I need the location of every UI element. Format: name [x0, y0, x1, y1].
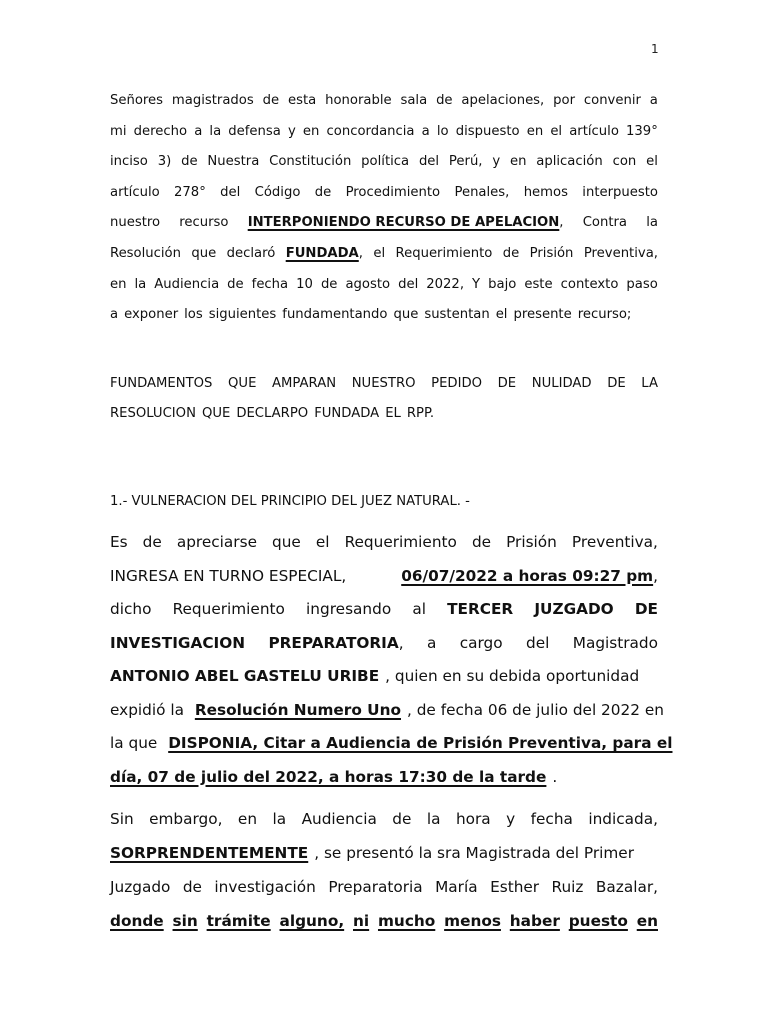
word-group: la que — [110, 734, 158, 752]
word-group: expidió la — [110, 700, 184, 719]
word: DECLARPO — [236, 406, 309, 421]
word: dispuesto — [455, 123, 520, 139]
punctuation: . — [552, 767, 558, 786]
punctuation: , — [559, 215, 564, 231]
word-group: INGRESA EN TURNO ESPECIAL, — [110, 566, 347, 585]
fundamentos-heading — [110, 369, 658, 429]
emphasis-disponia: DISPONIA, Citar a Audiencia de Prisión Preventiva, para el — [168, 734, 673, 752]
emphasis-word: donde — [110, 912, 164, 930]
word-group: , se presentó la sra Magistrada del Primer — [314, 844, 634, 862]
word: QUE — [228, 376, 257, 391]
emphasis-word: mucho — [377, 912, 436, 930]
word: y — [506, 810, 516, 828]
word: a — [649, 93, 658, 108]
word: en — [110, 276, 127, 292]
word: apreciarse — [176, 533, 257, 551]
word: con — [612, 154, 637, 170]
word: el — [495, 307, 508, 323]
word: el — [646, 154, 658, 170]
word: Requerimiento — [172, 600, 285, 618]
word: de — [262, 93, 280, 108]
word: mi — [110, 123, 127, 139]
word: Ruiz — [551, 878, 584, 896]
word: hemos — [523, 184, 568, 200]
word: la — [646, 215, 658, 231]
section-heading-text: 1.- VULNERACION DEL PRINCIPIO DEL JUEZ NATURAL. - — [110, 494, 470, 509]
word: del — [398, 276, 419, 292]
word: presente — [513, 307, 572, 323]
word: esta — [287, 93, 317, 108]
word: de — [436, 93, 453, 108]
word: del — [220, 184, 241, 200]
word: Preventiva, — [583, 245, 658, 261]
punctuation: , — [358, 245, 363, 261]
word: Preparatoria — [328, 878, 423, 896]
word: Audiencia — [301, 810, 377, 828]
word: EL — [385, 406, 401, 421]
fundamentos-line-1 — [110, 369, 658, 399]
word: sala — [400, 93, 428, 108]
word: por — [553, 93, 575, 108]
word: PEDIDO — [431, 376, 482, 391]
word: FUNDAMENTOS — [110, 376, 213, 391]
word: en — [302, 123, 320, 139]
word: de — [502, 245, 520, 261]
word: RESOLUCION — [110, 406, 196, 421]
word: concordancia — [326, 123, 415, 139]
emphasis-sorprendentemente: SORPRENDENTEMENTE — [110, 844, 309, 862]
word: de — [181, 154, 198, 170]
word: Preventiva, — [571, 533, 658, 551]
word: AMPARAN — [272, 376, 337, 391]
word: de — [314, 184, 332, 200]
word: fecha — [251, 276, 289, 292]
word: la — [209, 123, 222, 139]
word: el — [550, 123, 563, 139]
word: Bazalar, — [595, 878, 658, 896]
intro-line-2 — [110, 117, 658, 148]
word: magistrados — [171, 93, 254, 108]
intro-line-3 — [110, 147, 658, 178]
word: en — [237, 810, 258, 828]
word: DE — [497, 376, 517, 391]
emphasis-investigacion: INVESTIGACION — [110, 633, 246, 652]
word: apelaciones, — [461, 93, 545, 108]
word: FUNDADA — [314, 406, 380, 421]
word: ingresando — [306, 600, 392, 618]
word: convenir — [583, 93, 641, 108]
word: la — [426, 810, 441, 828]
word: la — [134, 276, 147, 292]
para2-line-8 — [110, 761, 658, 795]
word: Contra — [582, 215, 628, 231]
intro-paragraph — [110, 86, 658, 331]
para2-line-5 — [110, 660, 658, 694]
para3-line-4 — [110, 904, 658, 938]
word: de — [182, 878, 202, 896]
intro-line-7 — [110, 270, 658, 301]
word: a — [426, 633, 437, 652]
word: Y — [472, 276, 481, 292]
word: 278° — [174, 184, 206, 200]
word: 10 — [296, 276, 313, 292]
word: artículo — [110, 184, 160, 200]
emphasis-recurso-apelacion: INTERPONIENDO RECURSO DE APELACION — [247, 215, 560, 231]
intro-line-4 — [110, 178, 658, 209]
word: Juzgado — [110, 878, 171, 896]
intro-line-8 — [110, 300, 658, 331]
emphasis-preparatoria: PREPARATORIA — [268, 633, 399, 652]
word: QUE — [201, 406, 231, 421]
word: sustentan — [424, 307, 490, 323]
para2-line-1 — [110, 526, 658, 560]
page-number: 1 — [651, 42, 659, 56]
word: los — [184, 307, 203, 323]
emphasis-fundada: FUNDADA — [285, 245, 359, 261]
word-group: , quien en su debida oportunidad — [385, 667, 640, 685]
sin-embargo-paragraph — [110, 802, 658, 938]
section-heading — [110, 487, 658, 517]
word: inciso — [110, 154, 148, 170]
emphasis-word: alguno, — [279, 912, 345, 930]
para3-line-3 — [110, 870, 658, 904]
para2-line-7 — [110, 727, 673, 761]
word: María — [435, 878, 478, 896]
word: Sin — [110, 810, 134, 828]
word: Procedimiento — [345, 184, 441, 200]
word-group: , de fecha 06 de julio del 2022 en — [407, 700, 664, 719]
emphasis-word: ni — [353, 912, 370, 930]
word: lo — [436, 123, 449, 139]
word: bajo — [488, 276, 517, 292]
word: Esther — [490, 878, 540, 896]
fundamentos-line-2 — [110, 399, 658, 429]
emphasis-fecha-audiencia: día, 07 de julio del 2022, a horas 17:30 de la tarde — [110, 767, 547, 786]
word: la — [272, 810, 287, 828]
word: DE — [607, 376, 626, 391]
word: y — [287, 123, 296, 139]
word: de — [392, 810, 412, 828]
para2-line-2 — [110, 560, 658, 594]
word: del — [418, 154, 440, 170]
emphasis-de: DE — [634, 600, 658, 618]
word: recurso — [179, 215, 229, 231]
word: en — [509, 154, 527, 170]
intro-line-6 — [110, 239, 658, 270]
word: en — [526, 123, 544, 139]
emphasis-magistrado-nombre: ANTONIO ABEL GASTELU URIBE — [110, 667, 380, 685]
word: RPP. — [406, 406, 435, 421]
word: LA — [641, 376, 658, 391]
word: hora — [455, 810, 491, 828]
punctuation: , — [398, 633, 404, 652]
word: defensa — [228, 123, 281, 139]
emphasis-word: trámite — [206, 912, 271, 930]
word: NULIDAD — [531, 376, 592, 391]
word: Perú, — [448, 154, 483, 170]
word: interpuesto — [582, 184, 658, 200]
word: Constitución — [269, 154, 352, 170]
word: fecha — [530, 810, 573, 828]
word: Código — [254, 184, 301, 200]
word: Nuestra — [207, 154, 260, 170]
juez-natural-paragraph — [110, 526, 673, 794]
para2-line-4 — [110, 627, 658, 661]
emphasis-ingreso-fecha: 06/07/2022 a horas 09:27 pm — [401, 566, 654, 585]
word: el — [373, 245, 386, 261]
word: Prisión — [506, 533, 557, 551]
word: fundamentando — [282, 307, 388, 323]
word: NUESTRO — [351, 376, 416, 391]
word: Resolución — [110, 245, 181, 261]
word: Prisión — [529, 245, 574, 261]
emphasis-word: puesto — [568, 912, 628, 930]
word: declaró — [226, 245, 276, 261]
word: agosto — [345, 276, 391, 292]
word: derecho — [133, 123, 188, 139]
emphasis-tercer: TERCER — [447, 600, 514, 618]
para3-line-2 — [110, 836, 658, 870]
word: Magistrado — [572, 633, 658, 652]
section-heading-line — [110, 487, 658, 517]
word: de — [227, 276, 244, 292]
intro-line-1 — [110, 86, 658, 117]
word: política — [361, 154, 410, 170]
word: siguientes — [208, 307, 277, 323]
word: a — [110, 307, 119, 323]
para2-line-3 — [110, 593, 658, 627]
word: Señores — [110, 93, 164, 108]
word: que — [191, 245, 217, 261]
word: que — [393, 307, 419, 323]
emphasis-word: menos — [444, 912, 501, 930]
word: nuestro — [110, 215, 161, 231]
word: 2022, — [426, 276, 465, 292]
word: investigación — [214, 878, 316, 896]
word: paso — [626, 276, 658, 292]
word: Requerimiento — [395, 245, 493, 261]
word: recurso; — [577, 307, 632, 323]
word: exponer — [124, 307, 179, 323]
word: Es — [110, 533, 128, 551]
word: de — [471, 533, 492, 551]
word: artículo — [569, 123, 619, 139]
word: dicho — [110, 600, 152, 618]
emphasis-word: en — [636, 912, 658, 930]
word: al — [412, 600, 426, 618]
para2-line-6 — [110, 694, 664, 728]
word: y — [492, 154, 501, 170]
word: 139° — [626, 123, 658, 139]
word: el — [315, 533, 330, 551]
emphasis-juzgado: JUZGADO — [534, 600, 614, 618]
word: que — [272, 533, 301, 551]
word: Requerimiento — [344, 533, 457, 551]
word: de — [142, 533, 162, 551]
punctuation: , — [653, 566, 658, 585]
word: honorable — [325, 93, 392, 108]
para3-line-1 — [110, 802, 658, 836]
word: aplicación — [536, 154, 603, 170]
word: Penales, — [454, 184, 510, 200]
word: del — [526, 633, 550, 652]
word: de — [320, 276, 338, 292]
word: embargo, — [149, 810, 223, 828]
word: este — [524, 276, 553, 292]
word: a — [194, 123, 203, 139]
word: a — [421, 123, 430, 139]
word: Audiencia — [154, 276, 220, 292]
emphasis-word: sin — [172, 912, 198, 930]
emphasis-word: haber — [509, 912, 560, 930]
intro-line-5 — [110, 208, 658, 239]
word: 3) — [157, 154, 172, 170]
word: indicada, — [588, 810, 658, 828]
word: cargo — [459, 633, 503, 652]
emphasis-resolucion-uno: Resolución Numero Uno — [194, 700, 401, 719]
word: contexto — [560, 276, 619, 292]
